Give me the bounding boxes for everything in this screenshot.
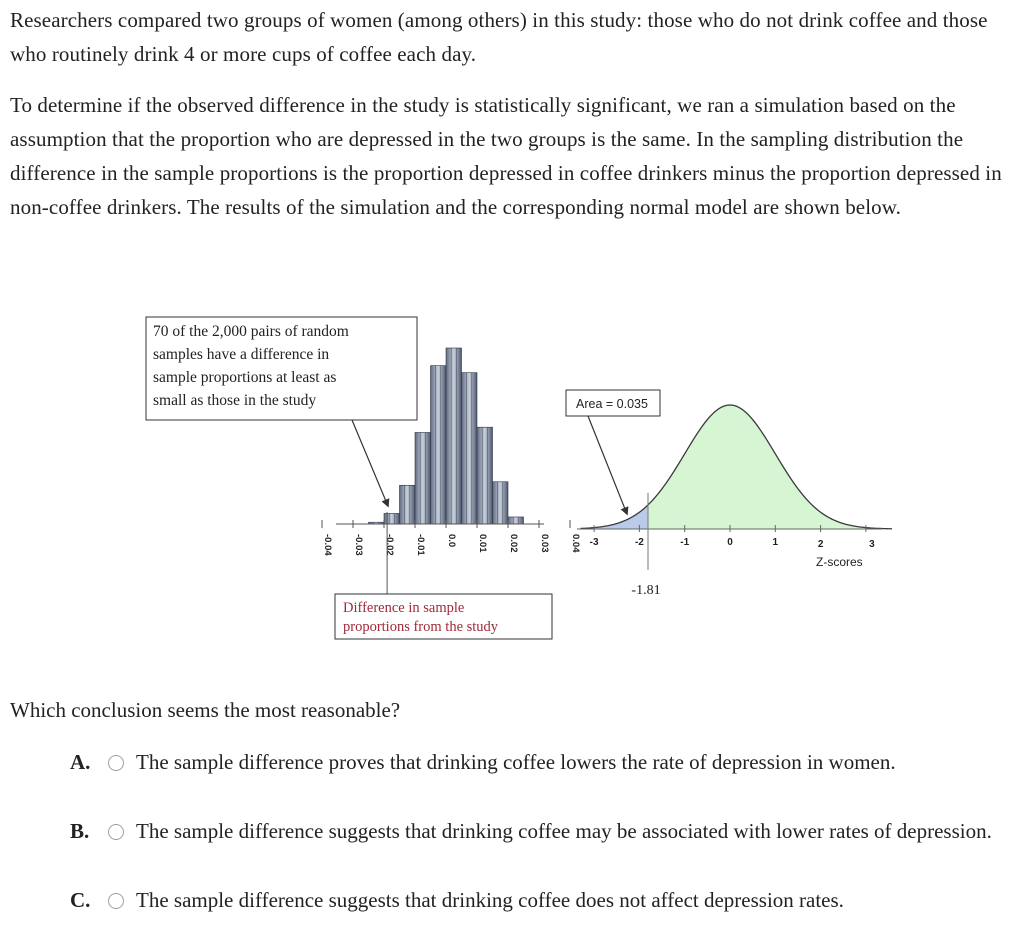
choice-a-radio[interactable]: [108, 755, 124, 771]
choice-c-radio[interactable]: [108, 893, 124, 909]
histogram-tick-label: 0.02: [508, 534, 519, 553]
area-arrow: [588, 416, 627, 514]
histogram-bar: [493, 482, 509, 524]
normal-body-area: [648, 405, 892, 529]
callout-arrow: [352, 420, 388, 506]
answer-choice-b[interactable]: [70, 814, 1010, 848]
z-tick-label: -3: [589, 537, 599, 548]
z-tick-label: 3: [869, 539, 875, 550]
choice-b-letter: B.: [70, 819, 90, 843]
callout-line-3: sample proportions at least as: [153, 369, 337, 386]
histogram-panel: [146, 317, 581, 639]
answer-choice-a[interactable]: [70, 745, 1010, 779]
area-label: Area = 0.035: [576, 397, 648, 411]
histogram-tick-labels: [322, 534, 581, 556]
simulation-figure: [140, 308, 892, 648]
intro-paragraph-2: To determine if the observed difference in the study is statistically significant, we ran a simulation based on the assumption that the proportion who are depressed in the two groups is the same. In the sampling distribution the difference in the sample proportions is the proportion depressed in coffee drinkers minus the proportion depressed in non-coffee drinkers. The results of the simulation and the corresponding normal model are shown below.: [10, 93, 1002, 219]
histogram-bar: [431, 366, 447, 524]
choice-c-text: The sample difference suggests that drinking coffee does not affect depression rates.: [136, 888, 844, 912]
callout-line-1: 70 of the 2,000 pairs of random: [153, 323, 349, 340]
choice-b-radio[interactable]: [108, 824, 124, 840]
study-label-line-1: Difference in sample: [343, 600, 465, 616]
z-tick-label: -2: [634, 537, 644, 548]
histogram-tick-label: -0.02: [384, 534, 395, 556]
normal-model-panel: [566, 390, 892, 598]
choice-c-letter: C.: [70, 888, 91, 912]
histogram-bar: [477, 427, 493, 524]
histogram-tick-label: 0.03: [539, 534, 550, 553]
choice-b-text: The sample difference suggests that drinking coffee may be associated with lower rates of depression.: [136, 819, 992, 843]
z-tick-labels: [590, 537, 875, 550]
intro-paragraph-1: Researchers compared two groups of women (among others) in this study: those who do not drink coffee and those who routinely drink 4 or more cups of coffee each day.: [10, 8, 988, 66]
callout-line-4: small as those in the study: [153, 392, 317, 409]
question-prompt: Which conclusion seems the most reasonable?: [10, 698, 401, 722]
histogram-tick-label: -0.04: [322, 534, 333, 556]
z-tick-label: 1: [772, 537, 779, 548]
histogram-tick-label: -0.03: [353, 534, 364, 556]
choice-a-text: The sample difference proves that drinking coffee lowers the rate of depression in women.: [136, 750, 896, 774]
choice-a-letter: A.: [70, 750, 91, 774]
callout-line-2: samples have a difference in: [153, 346, 330, 363]
z-tick-label: 2: [817, 539, 824, 550]
histogram-bar: [462, 373, 478, 524]
histogram-tick-label: 0.04: [570, 534, 581, 553]
z-axis-label: Z-scores: [816, 555, 863, 569]
z-tick-label: 0: [727, 537, 733, 548]
observed-z-label: -1.81: [631, 583, 661, 598]
normal-left-tail-area: [581, 505, 649, 529]
histogram-tick-label: 0.0: [446, 534, 457, 548]
histogram-bar: [384, 513, 400, 524]
histogram-bar: [446, 348, 462, 524]
study-label-line-2: proportions from the study: [343, 619, 499, 635]
histogram-bar: [415, 432, 431, 524]
histogram-tick-label: -0.01: [415, 534, 426, 556]
histogram-tick-label: 0.01: [477, 534, 488, 553]
histogram-bar: [400, 485, 416, 524]
histogram-bar: [508, 517, 524, 524]
z-tick-label: -1: [680, 537, 690, 548]
answer-choice-c[interactable]: [70, 883, 1010, 917]
